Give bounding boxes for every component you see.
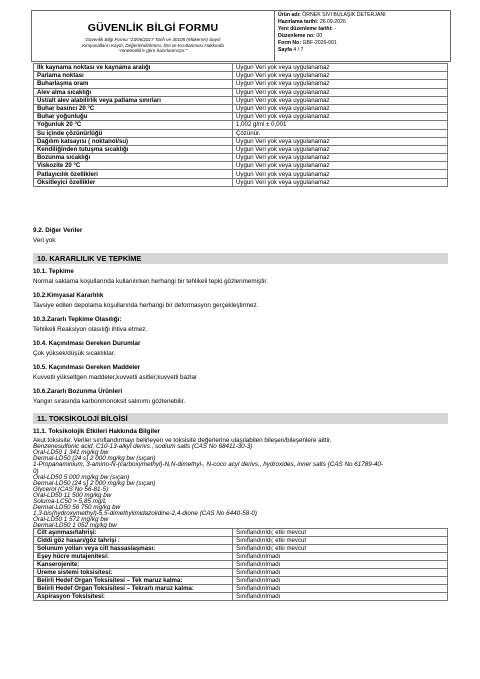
property-name: Parlama noktası bbox=[34, 72, 233, 80]
section-10-4-text: Çok yüksek/düşük sıcaklıklar. bbox=[33, 350, 116, 357]
toxicity-line: Benzenesulfonic acid, C10-13-alkyl derivs., sodium salts (CAS No 68411-30-3) bbox=[33, 443, 253, 451]
property-value: Uygun Veri yok veya uygulanamaz bbox=[233, 113, 448, 121]
toxicity-line: Akut toksisite: Veriler sınıflandırmayı belirleyen ve toksisite değerlerine ulaşılabilen bileşen/bileşenlere aittir. bbox=[33, 437, 332, 444]
prep-date-row: Hazırlama tarihi: 26.09.2026 bbox=[278, 19, 346, 25]
toxicity-line: Soluma-LC50 > 5,85 mg/L bbox=[33, 498, 107, 505]
toxicity-line: Dermal-LD50 56 750 mg/kg bw bbox=[33, 504, 121, 512]
property-row bbox=[34, 88, 448, 96]
subtitle-line: Kimyasalların Kaydı, Değerlendirilmesi, İzni ve Kısıtlanması Hakkında bbox=[82, 42, 224, 48]
toxicity-row bbox=[34, 537, 448, 545]
property-name: Su içinde çözünürlüğü bbox=[34, 129, 233, 137]
property-row bbox=[34, 104, 448, 112]
toxicity-row bbox=[34, 569, 448, 577]
property-name: Buhar basıncı 20 °C bbox=[34, 104, 233, 112]
property-value: Uygun Veri yok veya uygulanamaz bbox=[233, 162, 448, 170]
property-value: Uygun Veri yok veya uygulanamaz bbox=[233, 137, 448, 145]
toxicity-line: Oral-LD50 1 572 mg/kg bw bbox=[33, 516, 109, 524]
property-row bbox=[34, 96, 448, 104]
property-name: Yoğunluk 20 °C bbox=[34, 121, 233, 129]
property-value: Uygun Veri yok veya uygulanamaz bbox=[233, 154, 448, 162]
section-10-6-heading: 10.6.Zararlı Bozunma Ürünleri bbox=[33, 388, 123, 395]
toxicity-endpoint: Solunum yolları veya cilt hassaslaşması: bbox=[34, 545, 233, 553]
property-row bbox=[34, 145, 448, 153]
toxicity-classification: Sınıflandırılmadı bbox=[233, 569, 448, 577]
toxicity-endpoint: Cilt aşınması/tahrişi: bbox=[34, 529, 233, 537]
section-10-5-text: Kuvvetli yükseltgen maddeler,kuvvetli asitler,kuvvetli bazlar bbox=[33, 374, 198, 381]
section-10-3-heading: 10.3.Zararlı Tepkime Olasılığı: bbox=[33, 316, 122, 323]
toxicity-classification: Sınıflandırılmadı bbox=[233, 553, 448, 561]
property-value: Uygun Veri yok veya uygulanamaz bbox=[233, 145, 448, 153]
section-11-header: 11. TOKSİKOLOJİ BİLGİSİ bbox=[33, 413, 448, 424]
toxicity-line: Oral-LD50 11 500 mg/kg bw bbox=[33, 491, 112, 499]
toxicity-line: 1,3-bis(hydroxymethyl)-5,5-dimethylimidazolidine-2,4-dione (CAS No 6440-58-0) bbox=[33, 510, 257, 518]
property-name: Üst/alt alev alabilirlik veya patlama sınırları bbox=[34, 96, 233, 104]
property-value: Uygun Veri yok veya uygulanamaz bbox=[233, 178, 448, 186]
toxicity-row bbox=[34, 529, 448, 537]
document-subtitle bbox=[50, 37, 256, 54]
toxicity-endpoint: Ciddi göz hasarı/göz tahrişi : bbox=[34, 537, 233, 545]
section-10-header: 10. KARARLILIK VE TEPKİME bbox=[33, 253, 448, 264]
property-row bbox=[34, 137, 448, 145]
toxicity-line: 1-Propanaminium, 3-amino-N-(carboxymethyl)-N,N-dimethyl-, N-coco acyl derivs., hydroxides, inner salts (CAS No 61789-40- bbox=[33, 461, 383, 469]
property-value: Uygun Veri yok veya uygulanamaz bbox=[233, 80, 448, 88]
section-10-5-heading: 10.5. Kaçınılması Gereken Maddeler bbox=[33, 364, 141, 371]
section-9-2-text: Veri yok bbox=[33, 237, 56, 244]
toxicity-line: Oral-LD50 5 000 mg/kg bw (sıçan) bbox=[33, 473, 130, 481]
section-10-6-text: Yangın sırasında karbonmonoksit salınımı gözlenebilir. bbox=[33, 398, 186, 405]
property-value: Çözünür. bbox=[233, 129, 448, 137]
section-11-1-heading: 11.1. Toksikolojik Etkileri Hakkında Bilgiler bbox=[33, 428, 160, 435]
section-9-2-heading: 9.2. Diğer Veriler bbox=[33, 227, 83, 234]
form-no-row: Form No: GBF-2026-001 bbox=[278, 40, 337, 46]
toxicity-line: Dermal-LD50 1 052 mg/kg bw bbox=[33, 522, 117, 530]
revision-date-row: Yeni düzenleme tarihi: - bbox=[278, 26, 336, 32]
property-name: Patlayıcılık özellikleri bbox=[34, 170, 233, 178]
section-10-2-heading: 10.2.Kimyasal Kararlılık bbox=[33, 292, 104, 299]
property-row bbox=[34, 121, 448, 129]
toxicity-row bbox=[34, 593, 448, 601]
property-value: Uygun Veri yok veya uygulanamaz bbox=[233, 88, 448, 96]
toxicity-row bbox=[34, 553, 448, 561]
document-title: GÜVENLİK BİLGİ FORMU bbox=[87, 22, 219, 34]
toxicity-endpoint: Belirli Hedef Organ Toksisitesi – Tek maruz kalma: bbox=[34, 577, 233, 585]
property-value: Uygun Veri yok veya uygulanamaz bbox=[233, 96, 448, 104]
revision-no-row: Düzenleme no: 00 bbox=[278, 33, 323, 39]
section-10-1-heading: 10.1. Tepkime bbox=[33, 268, 74, 275]
toxicity-classification: Sınıflandırılmadı bbox=[233, 577, 448, 585]
property-name: Alev alma sıcaklığı bbox=[34, 88, 233, 96]
toxicity-classification: Sınıflandırıldı; etki mevcut bbox=[233, 537, 448, 545]
subtitle-line: Yönetmelik'e göre hazırlanmıştır." bbox=[118, 48, 188, 54]
toxicity-classification: Sınıflandırıldı; etki mevcut bbox=[233, 545, 448, 553]
toxicity-line: Glycerol (CAS No 56-81-5) bbox=[33, 485, 109, 493]
toxicity-classification-table bbox=[33, 528, 448, 601]
toxicity-classification: Sınıflandırılmadı bbox=[233, 593, 448, 601]
toxicity-row bbox=[34, 561, 448, 569]
property-value: Uygun Veri yok veya uygulanamaz bbox=[233, 170, 448, 178]
product-name-row: Ürün adı: ÖRNEK SIVI BULAŞIK DETERJANI bbox=[278, 12, 386, 18]
section-10-1-text: Normal saklama koşullarında kullanılırken herhangi bir tehlikeli tepki gözlenmemiştir. bbox=[33, 278, 268, 285]
toxicity-classification: Sınıflandırılmadı bbox=[233, 561, 448, 569]
property-value: Uygun Veri yok veya uygulanamaz bbox=[233, 104, 448, 112]
property-row bbox=[34, 154, 448, 162]
property-row bbox=[34, 162, 448, 170]
toxicity-line: Dermal-LD50 (24 s) 2 000 mg/kg bw (sıçan) bbox=[33, 455, 156, 463]
toxicity-endpoint: Kanserojenite: bbox=[34, 561, 233, 569]
property-value: Uygun Veri yok veya uygulanamaz bbox=[233, 72, 448, 80]
toxicity-row bbox=[34, 577, 448, 585]
toxicity-classification: Sınıflandırılmadı bbox=[233, 585, 448, 593]
toxicity-row bbox=[34, 545, 448, 553]
document-header bbox=[31, 10, 451, 62]
toxicity-endpoint: Aspirasyon Toksisitesi: bbox=[34, 593, 233, 601]
property-row bbox=[34, 178, 448, 186]
property-row bbox=[34, 72, 448, 80]
toxicity-endpoint: Üreme sistemi toksisitesi: bbox=[34, 569, 233, 577]
property-row bbox=[34, 80, 448, 88]
property-name: Kendiliğinden tutuşma sıcaklığı bbox=[34, 145, 233, 153]
toxicity-row bbox=[34, 585, 448, 593]
toxicity-line: Dermal-LD50 (24 s) 2 000 mg/kg bw (sıçan) bbox=[33, 479, 156, 487]
section-10-3-text: Tehlikeli Reaksiyon olasılığı ihtiva etmez. bbox=[33, 326, 148, 333]
property-row bbox=[34, 64, 448, 72]
toxicity-classification: Sınıflandırıldı; etki mevcut bbox=[233, 529, 448, 537]
property-row bbox=[34, 129, 448, 137]
physical-properties-table bbox=[33, 63, 448, 187]
subtitle-line: Güvenlik Bilgi Formu "23/06/2017 Tarih ve 30105 (Mükerrer) Sayılı bbox=[85, 37, 221, 42]
property-name: Bozunma sıcaklığı bbox=[34, 154, 233, 162]
property-name: Oksitleyici özellikler bbox=[34, 178, 233, 186]
header-meta-block bbox=[275, 11, 450, 61]
property-name: Buharlaşma oranı bbox=[34, 80, 233, 88]
property-name: Dağılım katsayısı ( noktanol/su) bbox=[34, 137, 233, 145]
property-value: Uygun Veri yok veya uygulanamaz bbox=[233, 64, 448, 72]
property-name: İlk kaynama noktası ve kaynama aralığı bbox=[34, 64, 233, 72]
property-name: Viskozite 20 °C bbox=[34, 162, 233, 170]
property-name: Buhar yoğunluğu bbox=[34, 113, 233, 121]
property-value: 1,002 g/ml ± 0,001 bbox=[233, 121, 448, 129]
section-10-4-heading: 10.4. Kaçınılması Gereken Durumlar bbox=[33, 340, 141, 347]
property-row bbox=[34, 113, 448, 121]
toxicity-endpoint: Eşey hücre mutajenitesi: bbox=[34, 553, 233, 561]
page-number-row: Sayfa 4 / 7 bbox=[278, 47, 304, 53]
toxicity-line: 0) bbox=[33, 467, 39, 475]
property-row bbox=[34, 170, 448, 178]
toxicity-line: Oral-LD50 1 341 mg/kg bw bbox=[33, 449, 109, 457]
toxicity-endpoint: Belirli Hedef Organ Toksisitesi – Tekrarlı maruz kalma: bbox=[34, 585, 233, 593]
section-10-2-text: Tavsiye edilen depolama koşullarında herhangi bir deformasyon gerçekleştirmez. bbox=[33, 302, 259, 309]
header-title-block bbox=[32, 11, 275, 61]
